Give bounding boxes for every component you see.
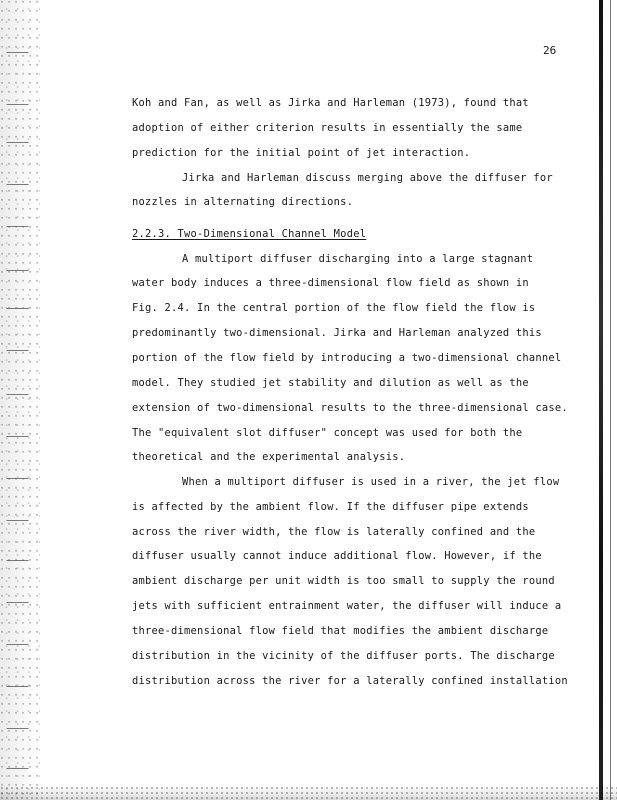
text-line: jets with sufficient entrainment water, the diffuser will induce a bbox=[132, 600, 562, 612]
text-line: Koh and Fan, as well as Jirka and Harleman (1973), found that bbox=[132, 97, 529, 109]
text-line: diffuser usually cannot induce additional flow. However, if the bbox=[132, 550, 542, 562]
text-line: nozzles in alternating directions. bbox=[132, 196, 354, 208]
page-number: 26 bbox=[543, 44, 557, 57]
text-line: extension of two-dimensional results to the three-dimensional case. bbox=[132, 402, 568, 414]
edge-mark bbox=[6, 470, 31, 479]
text-line: water body induces a three-dimensional flow field as shown in bbox=[132, 277, 529, 289]
edge-mark bbox=[6, 552, 31, 561]
text-line: distribution across the river for a laterally confined installation bbox=[132, 675, 568, 687]
edge-mark bbox=[6, 760, 31, 769]
text-line: prediction for the initial point of jet interaction. bbox=[132, 147, 471, 159]
text-line: predominantly two-dimensional. Jirka and Harleman analyzed this bbox=[132, 327, 542, 339]
edge-mark bbox=[6, 96, 31, 105]
text-line: is affected by the ambient flow. If the diffuser pipe extends bbox=[132, 501, 529, 513]
text-line: adoption of either criterion results in essentially the same bbox=[132, 122, 523, 134]
edge-mark bbox=[6, 636, 31, 645]
scan-right-border bbox=[599, 0, 603, 800]
edge-mark bbox=[6, 342, 31, 351]
text-line: distribution in the vicinity of the diffuser ports. The discharge bbox=[132, 650, 555, 662]
edge-mark bbox=[6, 428, 31, 437]
edge-mark bbox=[6, 720, 31, 729]
edge-mark bbox=[6, 512, 31, 521]
text-line: across the river width, the flow is laterally confined and the bbox=[132, 526, 536, 538]
text-line: three-dimensional flow field that modifies the ambient discharge bbox=[132, 625, 549, 637]
text-line: model. They studied jet stability and dilution as well as the bbox=[132, 377, 529, 389]
edge-mark bbox=[6, 134, 31, 143]
edge-mark bbox=[6, 594, 31, 603]
section-heading: 2.2.3. Two-Dimensional Channel Model bbox=[132, 228, 367, 240]
edge-mark bbox=[6, 678, 31, 687]
text-line: When a multiport diffuser is used in a river, the jet flow bbox=[182, 476, 560, 488]
scan-bottom-border bbox=[0, 786, 617, 800]
text-line: Jirka and Harleman discuss merging above the diffuser for bbox=[182, 172, 553, 184]
edge-mark bbox=[6, 386, 31, 395]
text-line: Fig. 2.4. In the central portion of the flow field the flow is bbox=[132, 302, 536, 314]
edge-mark bbox=[6, 300, 31, 309]
edge-mark bbox=[6, 176, 31, 185]
text-line: The "equivalent slot diffuser" concept was used for both the bbox=[132, 427, 523, 439]
edge-mark bbox=[6, 262, 31, 271]
scan-right-border-thin bbox=[610, 0, 611, 800]
edge-mark bbox=[6, 44, 31, 53]
text-line: portion of the flow field by introducing a two-dimensional channel bbox=[132, 352, 562, 364]
text-line: A multiport diffuser discharging into a large stagnant bbox=[182, 253, 534, 265]
text-line: theoretical and the experimental analysis. bbox=[132, 451, 406, 463]
text-line: ambient discharge per unit width is too small to supply the round bbox=[132, 575, 555, 587]
edge-mark bbox=[6, 218, 31, 227]
